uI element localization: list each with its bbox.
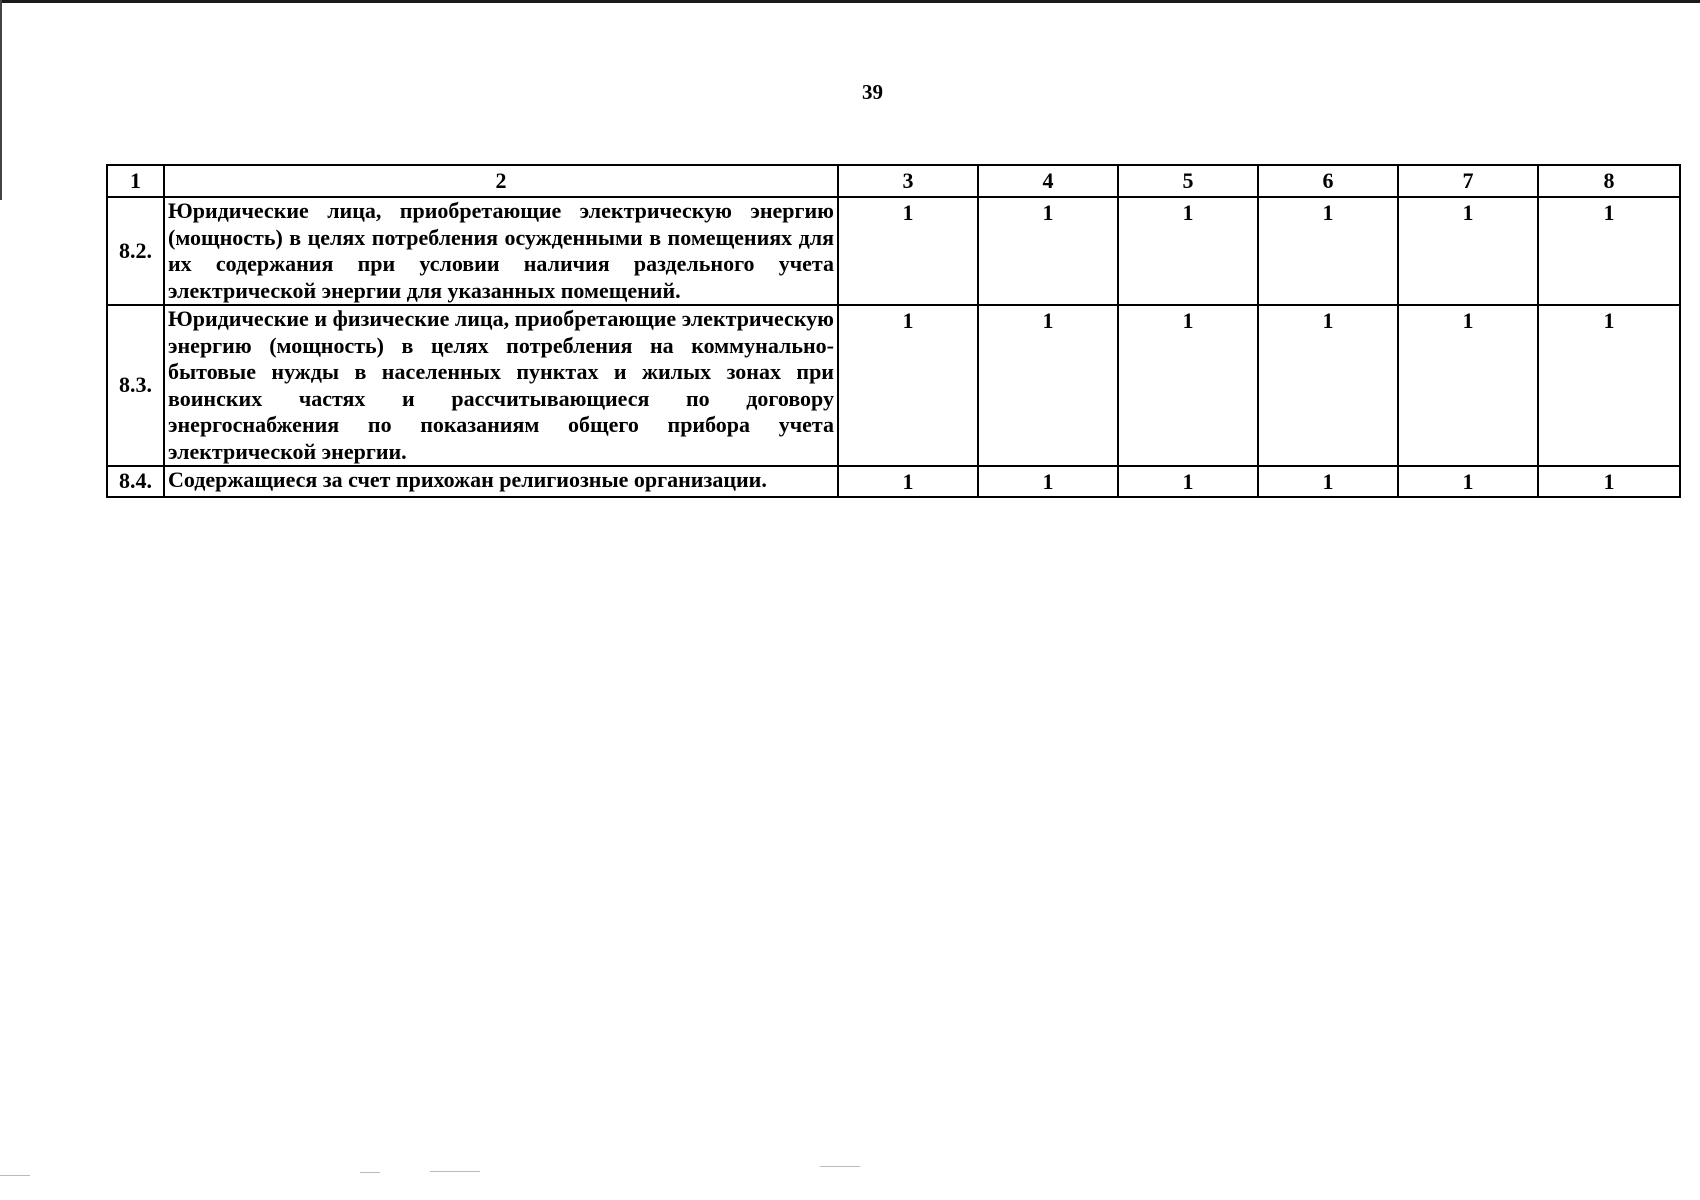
row-value-col-6: 1 xyxy=(1258,305,1398,466)
row-value-col-7: 1 xyxy=(1398,305,1538,466)
row-number: 8.2. xyxy=(107,197,164,305)
table-row xyxy=(107,466,1680,497)
page-number: 39 xyxy=(862,80,883,104)
header-cell-col-1: 1 xyxy=(107,165,164,197)
row-number: 8.3. xyxy=(107,305,164,466)
row-value-col-8: 1 xyxy=(1538,466,1680,497)
row-value-col-3: 1 xyxy=(838,197,978,305)
row-value-col-4: 1 xyxy=(978,305,1118,466)
row-value-col-8: 1 xyxy=(1538,197,1680,305)
row-value-col-4: 1 xyxy=(978,466,1118,497)
row-description: Юридические и физические лица, приобретающие электрическую энергию (мощность) в целях потребления на коммунально-бытовые нужды в населенных пунктах и жилых зонах при воинских частях и рассчитывающиеся по договору энергоснабжения по показаниям общего прибора учета электрической энергии. xyxy=(164,305,838,466)
row-value-col-7: 1 xyxy=(1398,466,1538,497)
scan-noise xyxy=(430,1171,480,1172)
scan-noise xyxy=(820,1166,860,1167)
row-value-col-5: 1 xyxy=(1118,197,1258,305)
row-number: 8.4. xyxy=(107,466,164,497)
row-value-col-3: 1 xyxy=(838,466,978,497)
header-cell-col-6: 6 xyxy=(1258,165,1398,197)
row-description: Содержащиеся за счет прихожан религиозные организации. xyxy=(164,466,838,497)
header-cell-col-8: 8 xyxy=(1538,165,1680,197)
row-value-col-5: 1 xyxy=(1118,305,1258,466)
table-row xyxy=(107,305,1680,466)
tariff-table xyxy=(106,164,1681,498)
row-value-col-6: 1 xyxy=(1258,197,1398,305)
header-cell-col-3: 3 xyxy=(838,165,978,197)
header-cell-col-5: 5 xyxy=(1118,165,1258,197)
header-cell-col-4: 4 xyxy=(978,165,1118,197)
table-header-row xyxy=(107,165,1680,197)
row-value-col-5: 1 xyxy=(1118,466,1258,497)
row-value-col-8: 1 xyxy=(1538,305,1680,466)
row-value-col-6: 1 xyxy=(1258,466,1398,497)
scan-edge-top xyxy=(0,0,1700,3)
row-description: Юридические лица, приобретающие электрическую энергию (мощность) в целях потребления осужденными в помещениях для их содержания при условии наличия раздельного учета электрической энергии для указанных помещений. xyxy=(164,197,838,305)
row-value-col-7: 1 xyxy=(1398,197,1538,305)
header-cell-col-2: 2 xyxy=(164,165,838,197)
header-cell-col-7: 7 xyxy=(1398,165,1538,197)
scan-noise xyxy=(0,1175,30,1176)
table-row xyxy=(107,197,1680,305)
scan-noise xyxy=(360,1172,380,1173)
row-value-col-4: 1 xyxy=(978,197,1118,305)
row-value-col-3: 1 xyxy=(838,305,978,466)
